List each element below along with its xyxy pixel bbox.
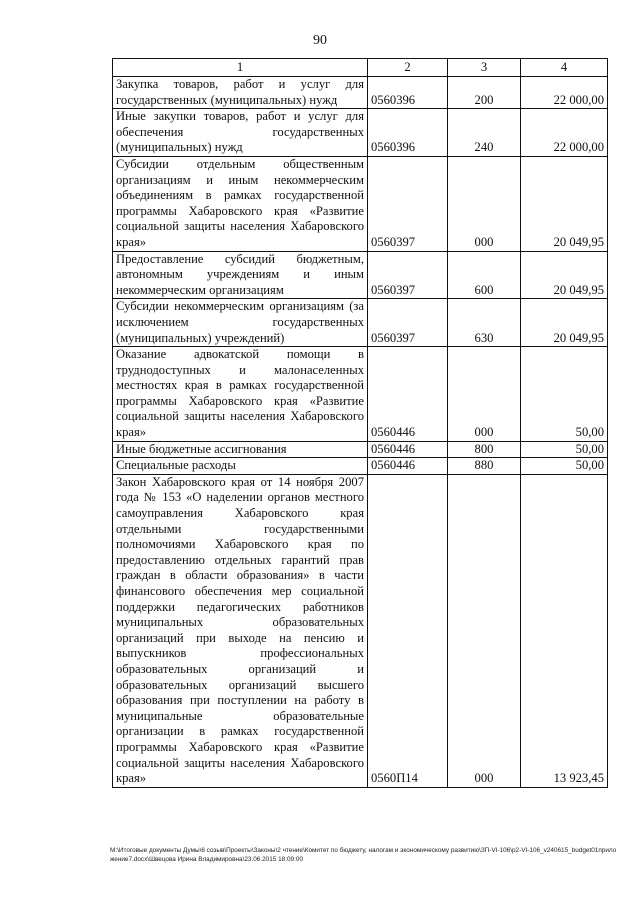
row-name: Закупка товаров, работ и услуг для государственных (муниципальных) нужд	[113, 77, 368, 109]
row-name: Оказание адвокатской помощи в труднодоступных и малонаселенных местностях края в рамках государственной программы Хабаровского края «Развитие социальной защиты населения Хабаровского края»	[113, 347, 368, 442]
row-code: 0560397	[368, 299, 448, 347]
row-code: 0560446	[368, 458, 448, 475]
row-name: Субсидии некоммерческим организациям (за исключением государственных (муниципальных) учреждений)	[113, 299, 368, 347]
row-name: Закон Хабаровского края от 14 ноября 2007 года № 153 «О наделении органов местного самоуправления Хабаровского края отдельными государственными полномочиями Хабаровского края по предоставлению отдельных гарантий прав граждан в области образования» в части финансового обеспечения мер социальной поддержки педагогических работников муниципальных образовательных организаций при выходе на пенсию и выпускников профессиональных образовательных организаций и образовательных организаций высшего образования при поступлении на работу в муниципальные образовательные организации в рамках государственной программы Хабаровского края «Развитие социальной защиты населения Хабаровского края»	[113, 474, 368, 787]
row-code: 0560446	[368, 347, 448, 442]
row-type: 880	[448, 458, 521, 475]
row-name: Иные бюджетные ассигнования	[113, 441, 368, 458]
column-header-4: 4	[521, 59, 608, 77]
row-name: Иные закупки товаров, работ и услуг для обеспечения государственных (муниципальных) нужд	[113, 109, 368, 157]
row-code: 0560397	[368, 156, 448, 251]
table-row	[113, 458, 608, 475]
row-type: 240	[448, 109, 521, 157]
document-path-footer: M:\Итоговые документы Думы\6 созыв\Проекты\Законы\2 чтение\Комитет по бюджету, налогам и экономическому развитию\ЗП-VI-106\р2-VI-106_v240615_budget01приложение7.docx\Швецова Ирина Владимировна\23.06.2015 18:09:00	[110, 847, 617, 863]
column-header-3: 3	[448, 59, 521, 77]
table-row	[113, 441, 608, 458]
budget-table	[112, 58, 608, 788]
page-number: 90	[313, 33, 327, 48]
row-name: Предоставление субсидий бюджетным, автономным учреждениям и иным некоммерческим организациям	[113, 251, 368, 299]
column-header-2: 2	[368, 59, 448, 77]
row-code: 0560396	[368, 109, 448, 157]
table-row	[113, 156, 608, 251]
row-amount: 20 049,95	[521, 156, 608, 251]
row-code: 0560П14	[368, 474, 448, 787]
row-code: 0560396	[368, 77, 448, 109]
table-row	[113, 251, 608, 299]
column-header-1: 1	[113, 59, 368, 77]
table-row	[113, 299, 608, 347]
row-amount: 22 000,00	[521, 77, 608, 109]
row-code: 0560397	[368, 251, 448, 299]
row-amount: 22 000,00	[521, 109, 608, 157]
row-amount: 50,00	[521, 458, 608, 475]
row-name: Специальные расходы	[113, 458, 368, 475]
table-row	[113, 109, 608, 157]
row-type: 200	[448, 77, 521, 109]
row-type: 000	[448, 474, 521, 787]
table-row	[113, 474, 608, 787]
row-amount: 20 049,95	[521, 299, 608, 347]
row-amount: 13 923,45	[521, 474, 608, 787]
row-code: 0560446	[368, 441, 448, 458]
row-type: 800	[448, 441, 521, 458]
row-type: 000	[448, 347, 521, 442]
row-type: 600	[448, 251, 521, 299]
table-row	[113, 347, 608, 442]
table-header-row	[113, 59, 608, 77]
row-name: Субсидии отдельным общественным организациям и иным некоммерческим объединениям в рамках государственной программы Хабаровского края «Развитие социальной защиты населения Хабаровского края»	[113, 156, 368, 251]
row-amount: 20 049,95	[521, 251, 608, 299]
row-type: 630	[448, 299, 521, 347]
table-row	[113, 77, 608, 109]
row-amount: 50,00	[521, 441, 608, 458]
row-amount: 50,00	[521, 347, 608, 442]
row-type: 000	[448, 156, 521, 251]
